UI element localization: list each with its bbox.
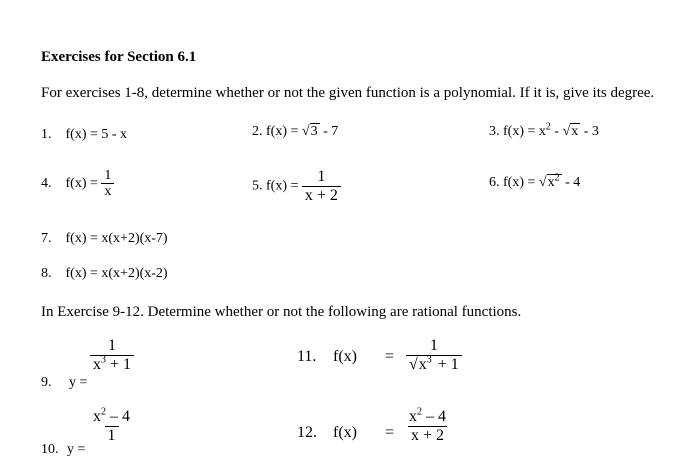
- exercise-6: [489, 172, 581, 191]
- radicand: [547, 174, 562, 190]
- exercise-8: [41, 266, 168, 282]
- sqrt-symbol: √x: [562, 124, 579, 139]
- exercise-number: 8.: [41, 266, 52, 281]
- exercise-11-number: 11.: [297, 348, 317, 365]
- power-base: x: [93, 355, 101, 373]
- exercise-lhs: f(x) =: [266, 178, 299, 194]
- exercise-lhs: f(x) =: [266, 124, 299, 139]
- fraction: [302, 168, 341, 204]
- exercise-12-lhs: f(x): [333, 424, 357, 441]
- exercise-tail: - 3: [583, 124, 599, 139]
- exercise-9-fraction: [90, 337, 134, 373]
- exercise-9-number: 9.: [41, 375, 52, 390]
- exercise-11-fraction: [406, 337, 462, 373]
- exercise-expression: f(x) = 5 - x: [65, 127, 128, 142]
- fraction-numerator: [406, 408, 449, 426]
- exercise-4: [41, 168, 114, 200]
- power-exponent: 2: [417, 406, 422, 418]
- power-exponent: 2: [545, 121, 551, 133]
- instructions-polynomial: For exercises 1-8, determine whether or not the given function is a polynomial. If it is, give its degree.: [41, 85, 655, 101]
- fraction: [101, 168, 114, 200]
- exercise-expression: f(x) = x(x+2)(x-7): [65, 231, 168, 246]
- power-base: x: [547, 175, 555, 190]
- exercise-expression: f(x) = x(x+2)(x-2): [65, 266, 168, 281]
- exercise-12-equals: =: [385, 424, 395, 441]
- power-exponent: 2: [101, 406, 106, 418]
- sqrt-symbol: √3: [301, 124, 318, 139]
- instructions-rational: In Exercise 9-12. Determine whether or not the following are rational functions.: [41, 304, 522, 320]
- exercise-lhs: f(x) =: [503, 175, 536, 190]
- sqrt-symbol: $√x^3$: [409, 354, 432, 373]
- fraction-denominator: x + 2: [302, 186, 341, 205]
- exercise-12-number: 12.: [297, 424, 317, 441]
- exercise-5: [252, 168, 341, 204]
- denominator-tail: + 1: [110, 355, 132, 373]
- exercise-9-lhs: y =: [69, 375, 88, 390]
- exercise-lhs: f(x) =: [503, 124, 536, 139]
- power-base: x: [538, 124, 546, 139]
- exercise-10-number: 10.: [41, 442, 59, 457]
- exercise-11-lhs: f(x): [333, 348, 357, 365]
- power-exponent: 3: [101, 354, 106, 366]
- exercise-number: 3.: [489, 124, 500, 139]
- fraction-denominator: [90, 355, 134, 374]
- sqrt-symbol: $√x^2$: [538, 172, 560, 190]
- denominator-tail: + 1: [437, 355, 459, 373]
- radicand: 3: [310, 124, 318, 139]
- exercise-tail: - 7: [323, 124, 339, 139]
- fraction-denominator: 1: [105, 426, 119, 445]
- radicand: [418, 355, 434, 373]
- exercise-12-fraction: [406, 408, 449, 444]
- exercise-number: 4.: [41, 176, 52, 192]
- exercise-number: 1.: [41, 127, 52, 142]
- exercise-1: [41, 127, 127, 143]
- exercise-tail: - 4: [565, 175, 581, 190]
- exercise-number: 7.: [41, 231, 52, 246]
- numerator-tail: – 4: [110, 408, 130, 425]
- fraction-numerator: 1: [104, 168, 112, 183]
- exercise-number: 2.: [252, 124, 263, 139]
- power-base: x: [409, 408, 417, 425]
- power-base: x: [93, 408, 101, 425]
- exercise-10-fraction: [90, 408, 133, 444]
- radicand: x: [571, 124, 579, 139]
- numerator-tail: – 4: [426, 408, 446, 425]
- power-exponent: 2: [554, 172, 560, 184]
- power-base: x: [418, 355, 427, 373]
- power-exponent: 3: [426, 354, 432, 366]
- exercise-number: 5.: [252, 178, 263, 194]
- exercise-10-lhs: y =: [67, 442, 86, 457]
- exercise-7: [41, 231, 168, 247]
- section-title: Exercises for Section 6.1: [41, 49, 197, 65]
- fraction-denominator: x + 2: [408, 426, 447, 445]
- exercise-lhs: f(x) =: [65, 176, 98, 192]
- fraction-numerator: 1: [429, 337, 438, 354]
- fraction-numerator: 1: [108, 337, 117, 354]
- fraction-numerator: [90, 408, 133, 426]
- operator: -: [554, 124, 560, 139]
- exercise-2: [252, 124, 338, 140]
- exercise-number: 6.: [489, 175, 500, 190]
- exercise-11-equals: =: [385, 348, 395, 365]
- fraction-numerator: 1: [317, 168, 326, 185]
- fraction-denominator: x: [101, 183, 114, 199]
- exercise-3: [489, 121, 599, 140]
- fraction-denominator: [406, 355, 462, 374]
